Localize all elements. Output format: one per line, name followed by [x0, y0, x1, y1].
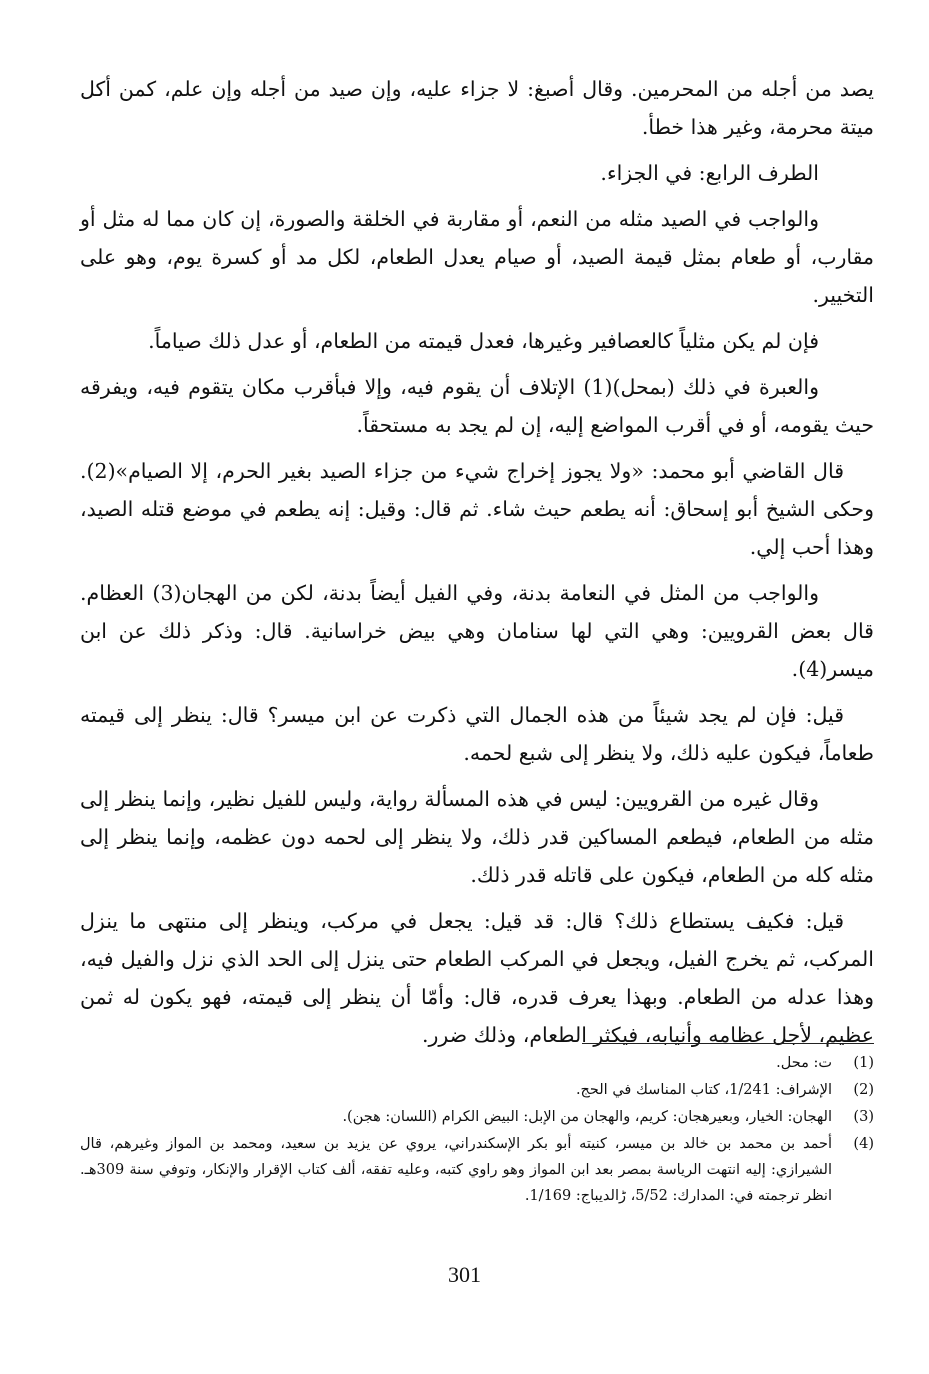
- paragraph: قيل: فإن لم يجد شيئاً من هذه الجمال التي ذكرت عن ابن ميسر؟ قال: ينظر إلى قيمته طعاماً، فيكون عليه ذلك، ولا ينظر إلى شبع لحمه.: [80, 703, 874, 765]
- footnotes: [80, 1050, 874, 1210]
- paragraph: فإن لم يكن مثلياً كالعصافير وغيرها، فعدل قيمته من الطعام، أو عدل ذلك صياماً.: [148, 329, 819, 353]
- paragraph: والواجب في الصيد مثله من النعم، أو مقاربة في الخلقة والصورة، إن كان مما له مثل أو مقارب، أو طعام بمثل قيمة الصيد، أو صيام يعدل الطعام، لكل مد أو كسرة يوم، وهو على التخيير.: [80, 207, 874, 307]
- footnote-number: (1): [853, 1055, 874, 1071]
- footnote: [80, 1104, 874, 1130]
- main-text: [80, 70, 874, 1062]
- footnote-number: (2): [853, 1082, 874, 1098]
- footnote: [80, 1131, 874, 1209]
- paragraph: قال القاضي أبو محمد: «ولا يجوز إخراج شيء من جزاء الصيد بغير الحرم، إلا الصيام»(2). وحكى الشيخ أبو إسحاق: أنه يطعم حيث شاء. ثم قال: وقيل: إنه يطعم في موضع قتله الصيد، وهذا أحب إلي.: [80, 459, 874, 559]
- footnote-separator: [582, 1043, 874, 1044]
- page-number: 301: [448, 1262, 481, 1287]
- footnote-text: الهجان: الخيار، وبعيرهجان: كريم، والهجان من الإبل: البيض الكرام (اللسان: هجن).: [342, 1109, 832, 1125]
- footnote-text: الإشراف: 1/241، كتاب المناسك في الحج.: [575, 1082, 832, 1098]
- footnote: [80, 1077, 874, 1103]
- footnote-number: (4): [853, 1136, 874, 1152]
- paragraph: قيل: فكيف يستطاع ذلك؟ قال: قد قيل: يجعل في مركب، وينظر إلى منتهى ما ينزل المركب، ثم يخرج الفيل، ويجعل في المركب الطعام حتى ينزل إلى الحد الذي نزل والفيل فيه، وهذا عدله من الطعام. وبهذا يعرف قدره، قال: وأمّا أن ينظر إلى قيمته، فهو يكون له ثمن عظيم، لأجل عظامه وأنيابه، فيكثر الطعام، وذلك ضرر.: [80, 909, 874, 1047]
- section-heading: الطرف الرابع: في الجزاء.: [600, 161, 819, 185]
- footnote-number: (3): [853, 1109, 874, 1125]
- paragraph: وقال غيره من القرويين: ليس في هذه المسألة رواية، وليس للفيل نظير، وإنما ينظر إلى مثله من الطعام، فيطعم المساكين قدر ذلك، ولا ينظر إلى لحمه دون عظمه، وإنما ينظر إلى مثله كله من الطعام، فيكون على قاتله قدر ذلك.: [80, 787, 874, 887]
- paragraph: يصد من أجله من المحرمين. وقال أصبغ: لا جزاء عليه، وإن صيد من أجله وإن علم، كمن أكل ميتة محرمة، وغير هذا خطأ.: [80, 77, 874, 139]
- paragraph: والعبرة في ذلك (بمحل)(1) الإتلاف أن يقوم فيه، وإلا فبأقرب مكان يتقوم فيه، ويفرقه حيث يقومه، أو في أقرب المواضع إليه، إن لم يجد به مستحقاً.: [80, 375, 874, 437]
- footnote: [80, 1050, 874, 1076]
- paragraph: والواجب من المثل في النعامة بدنة، وفي الفيل أيضاً بدنة، لكن من الهجان(3) العظام. قال بعض القرويين: وهي التي لها سنامان وهي بيض خراسانية. قال: وذكر ذلك عن ابن ميسر(4).: [80, 581, 874, 681]
- footnote-text: أحمد بن محمد بن خالد بن ميسر، كنيته أبو بكر الإسكندراني، يروي عن يزيد بن سعيد، ومحمد بن المواز وغيرهم، قال الشيرازي: إليه انتهت الرياسة بمصر بعد ابن المواز وهو راوي كتبه، وعليه تفقه، ألف كتاب الإقرار والإنكار، وتوفي سنة 309هـ. انظر ترجمته في: المدارك: 5/52، ڑالديباج: 1/169.: [80, 1136, 832, 1204]
- footnote-text: ت: محل.: [776, 1055, 832, 1071]
